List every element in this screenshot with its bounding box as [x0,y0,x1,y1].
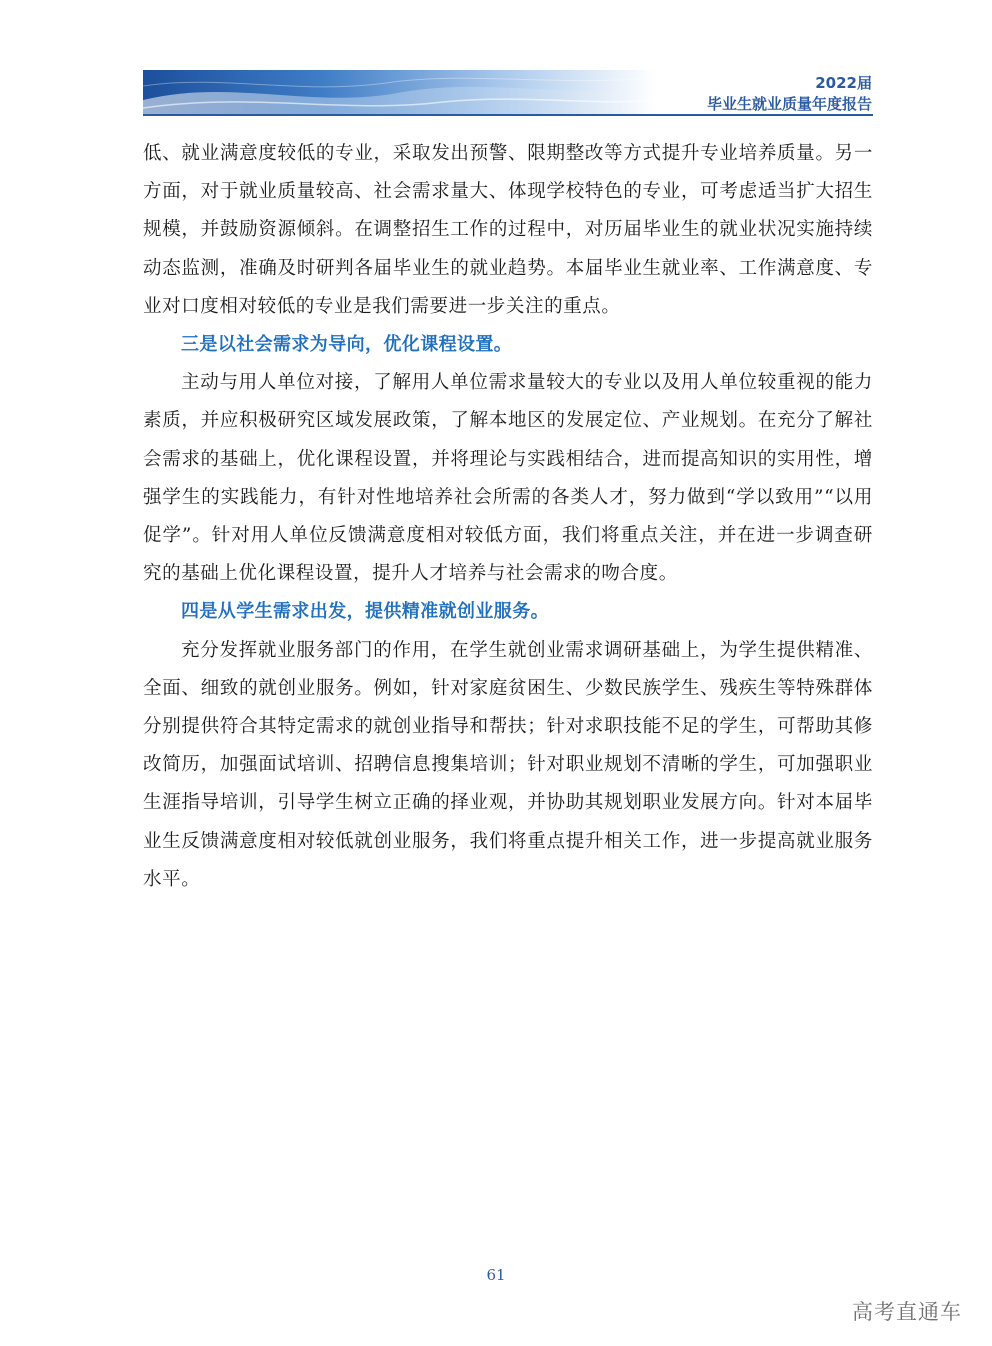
header-decorative-band [143,70,655,114]
paragraph-continued: 低、就业满意度较低的专业，采取发出预警、限期整改等方式提升专业培养质量。另一方面，对于就业质量较高、社会需求量大、体现学校特色的专业，可考虑适当扩大招生规模，并鼓励资源倾斜。在调整招生工作的过程中，对历届毕业生的就业状况实施持续动态监测，准确及时研判各届毕业生的就业趋势。本届毕业生就业率、工作满意度、专业对口度相对较低的专业是我们需要进一步关注的重点。 [143,143,873,317]
header-wave-graphic [143,70,655,114]
page-body [143,135,873,899]
watermark-text: 高考直通车 [852,1300,962,1324]
page-number: 61 [486,1266,506,1284]
report-title: 毕业生就业质量年度报告 [706,95,872,113]
paragraph-section-3: 主动与用人单位对接，了解用人单位需求量较大的专业以及用人单位较重视的能力素质，并应积极研究区域发展政策，了解本地区的发展定位、产业规划。在充分了解社会需求的基础上，优化课程设置，并将理论与实践相结合，进而提高知识的实用性，增强学生的实践能力，有针对性地培养社会所需的各类人才，努力做到“学以致用”“以用促学”。针对用人单位反馈满意度相对较低方面，我们将重点关注，并在进一步调查研究的基础上优化课程设置，提升人才培养与社会需求的吻合度。 [143,372,873,585]
section-heading-3: 三是以社会需求为导向，优化课程设置。 [181,334,513,356]
report-year: 2022届 [815,74,872,92]
header-divider-line [143,114,873,116]
paragraph-section-4: 充分发挥就业服务部门的作用，在学生就创业需求调研基础上，为学生提供精准、全面、细致的就创业服务。例如，针对家庭贫困生、少数民族学生、残疾生等特殊群体分别提供符合其特定需求的就创业指导和帮扶；针对求职技能不足的学生，可帮助其修改简历，加强面试培训、招聘信息搜集培训；针对职业规划不清晰的学生，可加强职业生涯指导培训，引导学生树立正确的择业观，并协助其规划职业发展方向。针对本届毕业生反馈满意度相对较低就创业服务，我们将重点提升相关工作，进一步提高就业服务水平。 [143,639,873,890]
section-heading-4: 四是从学生需求出发，提供精准就创业服务。 [181,601,549,623]
